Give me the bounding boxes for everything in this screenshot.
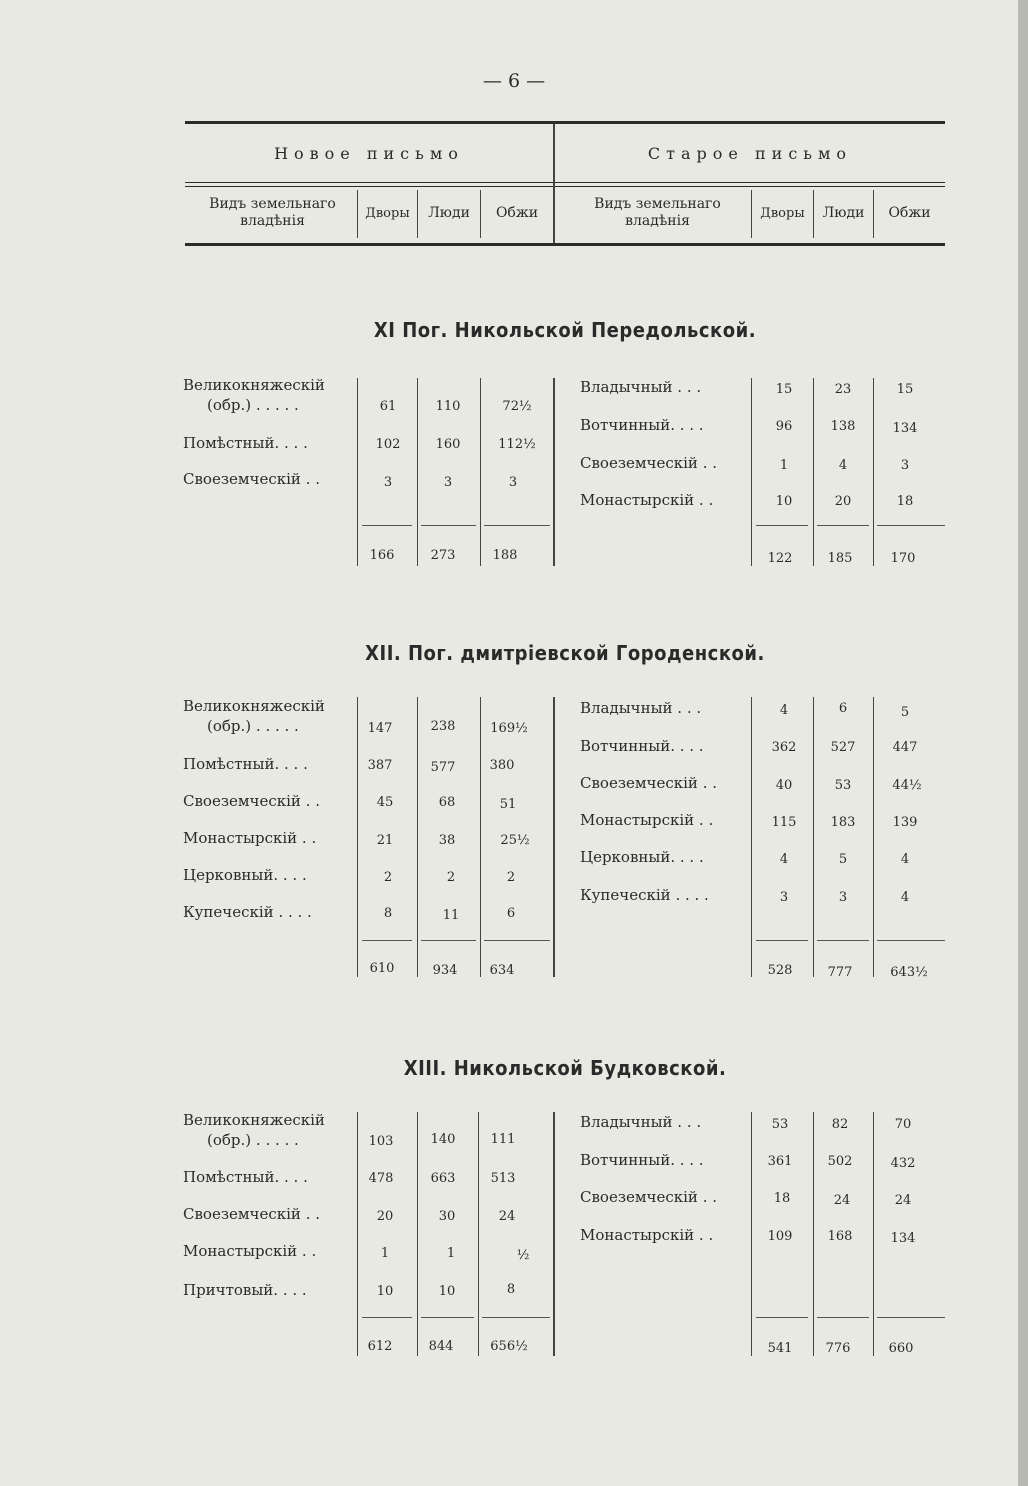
cell-dvory: 147 — [367, 721, 393, 736]
total-obzhi: 188 — [492, 548, 518, 563]
row-label: Монастырскій . . — [580, 1226, 714, 1244]
header-top-rule — [185, 121, 945, 124]
cell-dvory: 20 — [376, 1209, 394, 1224]
total-rule — [877, 940, 945, 941]
cell-dvory: 387 — [367, 758, 393, 773]
cell-dvory: 8 — [383, 906, 393, 921]
cell-lyudi: 82 — [831, 1117, 849, 1132]
row-label: Великокняжескій — [183, 697, 325, 715]
total-dvory: 122 — [767, 551, 793, 566]
cell-lyudi: 10 — [438, 1284, 456, 1299]
column-rule — [873, 378, 874, 566]
total-rule — [877, 525, 945, 526]
cell-obzhi: 4 — [900, 890, 910, 905]
row-label: Монастырскій . . — [183, 1242, 317, 1260]
total-rule — [756, 940, 808, 941]
row-label: Помѣстный. . . . — [183, 1168, 308, 1186]
cell-obzhi: 24 — [894, 1193, 912, 1208]
row-label: Владычный . . . — [580, 699, 702, 717]
column-rule — [417, 378, 418, 566]
cell-dvory: 15 — [775, 382, 793, 397]
new-letter-heading: Новое письмо — [274, 144, 464, 163]
cell-lyudi: 183 — [830, 815, 856, 830]
cell-lyudi: 527 — [830, 740, 856, 755]
column-rule — [751, 697, 752, 977]
total-lyudi: 934 — [432, 963, 458, 978]
cell-obzhi: 2 — [506, 870, 516, 885]
total-rule — [877, 1317, 945, 1318]
section-title: XIII. Никольской Будковской. — [403, 1056, 727, 1080]
cell-obzhi: 5 — [900, 705, 910, 720]
cell-obzhi: 112½ — [498, 437, 536, 452]
column-rule — [813, 378, 814, 566]
col-obzhi-old: Обжи — [888, 205, 931, 221]
cell-obzhi: 51 — [499, 797, 517, 812]
cell-lyudi: 168 — [827, 1229, 853, 1244]
row-label: Монастырскій . . — [183, 829, 317, 847]
cell-obzhi: 134 — [892, 421, 918, 436]
row-label: Вотчинный. . . . — [580, 1151, 704, 1169]
section-title: XII. Пог. дмитріевской Городенской. — [365, 641, 765, 665]
cell-lyudi: 238 — [430, 719, 456, 734]
cell-lyudi: 68 — [438, 795, 456, 810]
total-rule — [484, 525, 550, 526]
column-rule — [553, 697, 555, 977]
cell-dvory: 10 — [775, 494, 793, 509]
col-dvory-old: Дворы — [760, 206, 805, 221]
total-dvory: 166 — [369, 548, 395, 563]
header-mid-rule — [185, 182, 945, 183]
column-rule — [480, 697, 481, 977]
col-kind-old: Видъ земельнаго владѣнія — [594, 196, 721, 229]
total-dvory: 541 — [767, 1341, 793, 1356]
cell-dvory: 40 — [775, 778, 793, 793]
cell-dvory: 1 — [380, 1246, 390, 1261]
cell-dvory: 103 — [368, 1134, 394, 1149]
total-lyudi: 776 — [825, 1341, 851, 1356]
cell-obzhi: 4 — [900, 852, 910, 867]
cell-dvory: 4 — [779, 703, 789, 718]
header-mid-rule-2 — [185, 186, 945, 187]
cell-lyudi: 2 — [446, 870, 456, 885]
total-rule — [421, 940, 476, 941]
cell-lyudi: 577 — [430, 760, 456, 775]
cell-obzhi: 6 — [506, 906, 516, 921]
cell-dvory: 21 — [376, 833, 394, 848]
row-label: Купеческій . . . . — [580, 886, 709, 904]
cell-lyudi: 6 — [838, 701, 848, 716]
col-obzhi-new: Обжи — [495, 205, 539, 221]
column-rule — [813, 697, 814, 977]
cell-obzhi: 44½ — [892, 778, 922, 793]
cell-obzhi: 3 — [508, 475, 518, 490]
page-number: — 6 — — [482, 70, 546, 92]
column-rule — [553, 1112, 555, 1356]
total-obzhi: 643½ — [890, 965, 928, 980]
cell-obzhi: 3 — [900, 458, 910, 473]
row-label: Владычный . . . — [580, 1113, 702, 1131]
header-bottom-rule — [185, 243, 945, 246]
total-dvory: 610 — [369, 961, 395, 976]
cell-obzhi: 15 — [896, 382, 914, 397]
cell-dvory: 10 — [376, 1284, 394, 1299]
row-label: Вотчинный. . . . — [580, 416, 704, 434]
total-obzhi: 634 — [489, 963, 515, 978]
cell-dvory: 478 — [368, 1171, 394, 1186]
total-rule — [421, 1317, 474, 1318]
row-label: Купеческій . . . . — [183, 903, 312, 921]
cell-obzhi: 25½ — [500, 833, 530, 848]
row-label: Своеземческій . . — [580, 1188, 717, 1206]
cell-dvory: 102 — [375, 437, 401, 452]
cell-dvory: 1 — [779, 458, 789, 473]
row-label: (обр.) . . . . . — [207, 1131, 299, 1149]
col-dvory-new: Дворы — [365, 206, 410, 221]
cell-lyudi: 24 — [833, 1193, 851, 1208]
row-label: Монастырскій . . — [580, 811, 714, 829]
cell-dvory: 361 — [767, 1154, 793, 1169]
cell-obzhi: 169½ — [490, 721, 528, 736]
column-rule — [357, 378, 358, 566]
total-rule — [817, 940, 869, 941]
row-label: (обр.) . . . . . — [207, 717, 299, 735]
cell-dvory: 362 — [771, 740, 797, 755]
total-lyudi: 844 — [428, 1339, 454, 1354]
cell-lyudi: 502 — [827, 1154, 853, 1169]
cell-obzhi: ½ — [516, 1248, 530, 1263]
page-edge — [1018, 0, 1028, 1486]
total-rule — [362, 940, 412, 941]
row-label: Своеземческій . . — [580, 774, 717, 792]
column-rule — [873, 1112, 874, 1356]
row-label: Своеземческій . . — [183, 470, 320, 488]
cell-dvory: 53 — [771, 1117, 789, 1132]
cell-lyudi: 3 — [443, 475, 453, 490]
cell-dvory: 4 — [779, 852, 789, 867]
row-label: Церковный. . . . — [580, 848, 704, 866]
total-lyudi: 185 — [827, 551, 853, 566]
total-obzhi: 656½ — [490, 1339, 528, 1354]
column-rule — [873, 697, 874, 977]
column-rule — [553, 378, 555, 566]
row-label: Монастырскій . . — [580, 491, 714, 509]
row-label: Вотчинный. . . . — [580, 737, 704, 755]
total-obzhi: 660 — [888, 1341, 914, 1356]
cell-dvory: 2 — [383, 870, 393, 885]
cell-lyudi: 140 — [430, 1132, 456, 1147]
cell-dvory: 115 — [771, 815, 797, 830]
total-obzhi: 170 — [890, 551, 916, 566]
total-rule — [484, 940, 550, 941]
cell-obzhi: 111 — [490, 1132, 516, 1147]
total-rule — [362, 1317, 412, 1318]
cell-lyudi: 138 — [830, 419, 856, 434]
cell-obzhi: 513 — [490, 1171, 516, 1186]
column-rule — [417, 697, 418, 977]
cell-lyudi: 3 — [838, 890, 848, 905]
column-rule — [813, 1112, 814, 1356]
row-label: Своеземческій . . — [580, 454, 717, 472]
cell-dvory: 61 — [379, 399, 397, 414]
cell-dvory: 96 — [775, 419, 793, 434]
cell-dvory: 3 — [383, 475, 393, 490]
cell-obzhi: 24 — [498, 1209, 516, 1224]
cell-obzhi: 8 — [506, 1282, 516, 1297]
row-label: Своеземческій . . — [183, 1205, 320, 1223]
cell-lyudi: 5 — [838, 852, 848, 867]
cell-lyudi: 160 — [435, 437, 461, 452]
cell-lyudi: 1 — [446, 1246, 456, 1261]
cell-obzhi: 139 — [892, 815, 918, 830]
cell-lyudi: 20 — [834, 494, 852, 509]
cell-lyudi: 663 — [430, 1171, 456, 1186]
column-rule — [480, 378, 481, 566]
col-kind-new: Видъ земельнаго владѣнія — [209, 196, 336, 229]
column-rule — [357, 697, 358, 977]
cell-dvory: 109 — [767, 1229, 793, 1244]
total-rule — [756, 525, 808, 526]
row-label: Великокняжескій — [183, 1111, 325, 1129]
cell-obzhi: 134 — [890, 1231, 916, 1246]
cell-obzhi: 18 — [896, 494, 914, 509]
old-letter-heading: Старое письмо — [647, 144, 853, 163]
row-label: Церковный. . . . — [183, 866, 307, 884]
cell-obzhi: 432 — [890, 1156, 916, 1171]
cell-obzhi: 447 — [892, 740, 918, 755]
cell-lyudi: 53 — [834, 778, 852, 793]
cell-dvory: 18 — [773, 1191, 791, 1206]
col-lyudi-new: Люди — [428, 205, 470, 221]
header-divider — [553, 124, 555, 243]
total-rule — [362, 525, 412, 526]
row-label: Причтовый. . . . — [183, 1281, 307, 1299]
cell-lyudi: 23 — [834, 382, 852, 397]
row-label: Помѣстный. . . . — [183, 755, 308, 773]
row-label: Великокняжескій — [183, 376, 325, 394]
row-label: Владычный . . . — [580, 378, 702, 396]
total-dvory: 612 — [367, 1339, 393, 1354]
cell-dvory: 3 — [779, 890, 789, 905]
cell-dvory: 45 — [376, 795, 394, 810]
cell-obzhi: 72½ — [502, 399, 532, 414]
total-lyudi: 273 — [430, 548, 456, 563]
total-dvory: 528 — [767, 963, 793, 978]
col-lyudi-old: Люди — [822, 205, 865, 221]
section-title: XI Пог. Никольской Передольской. — [373, 318, 757, 342]
column-rule — [751, 1112, 752, 1356]
cell-lyudi: 38 — [438, 833, 456, 848]
column-rule — [417, 1112, 418, 1356]
column-rule — [478, 1112, 479, 1356]
row-label: (обр.) . . . . . — [207, 396, 299, 414]
row-label: Помѣстный. . . . — [183, 434, 308, 452]
total-rule — [482, 1317, 550, 1318]
total-rule — [817, 1317, 869, 1318]
total-lyudi: 777 — [827, 965, 853, 980]
total-rule — [817, 525, 869, 526]
total-rule — [756, 1317, 808, 1318]
cell-lyudi: 4 — [838, 458, 848, 473]
cell-obzhi: 380 — [489, 758, 515, 773]
cell-lyudi: 30 — [438, 1209, 456, 1224]
total-rule — [421, 525, 476, 526]
column-rule — [751, 378, 752, 566]
cell-obzhi: 70 — [894, 1117, 912, 1132]
cell-lyudi: 110 — [435, 399, 461, 414]
row-label: Своеземческій . . — [183, 792, 320, 810]
cell-lyudi: 11 — [442, 908, 460, 923]
